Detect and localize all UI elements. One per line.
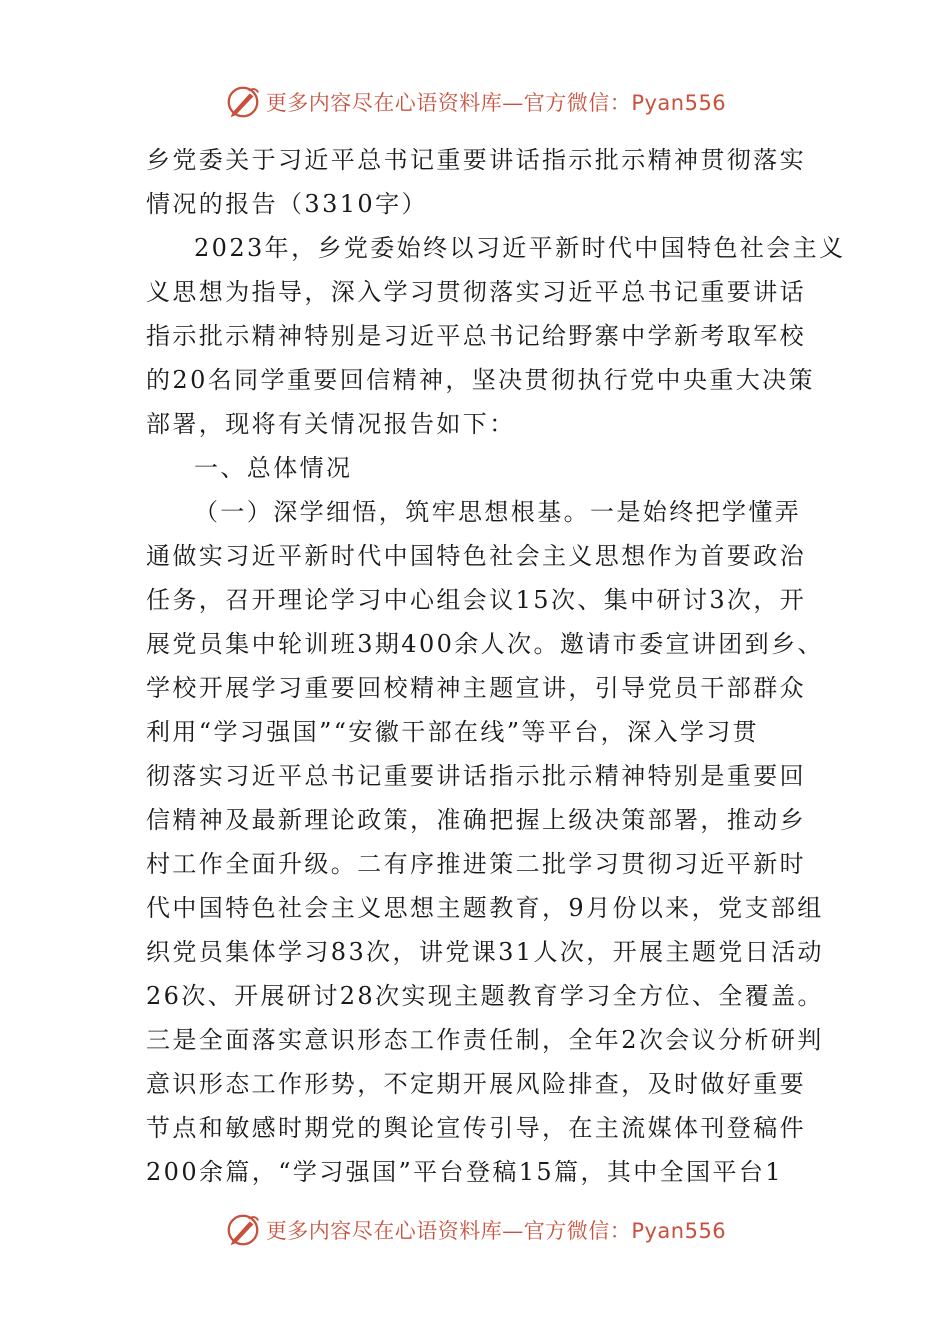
body-paragraph-line: 织党员集体学习83次，讲党课31人次，开展主题党日活动	[146, 938, 824, 966]
section-heading: 一、总体情况	[194, 454, 353, 482]
footer-watermark	[0, 1210, 950, 1250]
document-title-line-1: 乡党委关于习近平总书记重要讲话指示批示精神贯彻落实	[146, 146, 806, 174]
body-paragraph-line: 彻落实习近平总书记重要讲话指示批示精神特别是重要回	[146, 762, 806, 790]
intro-paragraph-line: 2023年，乡党委始终以习近平新时代中国特色社会主义	[194, 234, 846, 262]
body-paragraph-line: 26次、开展研讨28次实现主题教育学习全方位、全覆盖。	[146, 982, 824, 1010]
body-paragraph-line: 节点和敏感时期党的舆论宣传引导，在主流媒体刊登稿件	[146, 1114, 806, 1142]
watermark-wechat-id: Pyan556	[631, 91, 727, 115]
intro-paragraph-line: 的20名同学重要回信精神，坚决贯彻执行党中央重大决策	[146, 366, 815, 394]
body-paragraph-line: 利用“学习强国”“安徽干部在线”等平台，深入学习贯	[146, 718, 760, 746]
body-paragraph-line: 学校开展学习重要回校精神主题宣讲，引导党员干部群众	[146, 674, 806, 702]
intro-paragraph-line: 义思想为指导，深入学习贯彻落实习近平总书记重要讲话	[146, 278, 806, 306]
body-paragraph-line: 任务，召开理论学习中心组会议15次、集中研讨3次，开	[146, 586, 807, 614]
watermark-text: 更多内容尽在心语资料库—官方微信：Pyan556	[265, 1219, 727, 1243]
intro-paragraph-line: 指示批示精神特别是习近平总书记给野寨中学新考取军校	[146, 322, 806, 350]
body-paragraph-line: 通做实习近平新时代中国特色社会主义思想作为首要政治	[146, 542, 806, 570]
body-paragraph-line: 村工作全面升级。二有序推进策二批学习贯彻习近平新时	[146, 850, 806, 878]
body-paragraph-line: 代中国特色社会主义思想主题教育，9月份以来，党支部组	[146, 894, 824, 922]
document-body	[146, 138, 846, 1194]
body-paragraph-line: （一）深学细悟，筑牢思想根基。一是始终把学懂弄	[194, 498, 802, 526]
body-paragraph-line: 信精神及最新理论政策，准确把握上级决策部署，推动乡	[146, 806, 806, 834]
watermark-text: 更多内容尽在心语资料库—官方微信：Pyan556	[265, 91, 727, 115]
body-paragraph-line: 展党员集中轮训班3期400余人次。邀请市委宣讲团到乡、	[146, 630, 824, 658]
header-watermark	[0, 82, 950, 122]
body-paragraph-line: 意识形态工作形势，不定期开展风险排查，及时做好重要	[146, 1070, 806, 1098]
watermark-wechat-id: Pyan556	[631, 1219, 727, 1243]
intro-paragraph-line: 部署，现将有关情况报告如下：	[146, 410, 516, 438]
pen-circle-logo-icon	[224, 83, 262, 121]
body-paragraph-line: 三是全面落实意识形态工作责任制，全年2次会议分析研判	[146, 1026, 824, 1054]
body-paragraph-line: 200余篇，“学习强国”平台登稿15篇，其中全国平台1	[146, 1158, 783, 1186]
document-title-line-2: 情况的报告（3310字）	[146, 190, 428, 218]
pen-circle-logo-icon	[224, 1211, 262, 1249]
